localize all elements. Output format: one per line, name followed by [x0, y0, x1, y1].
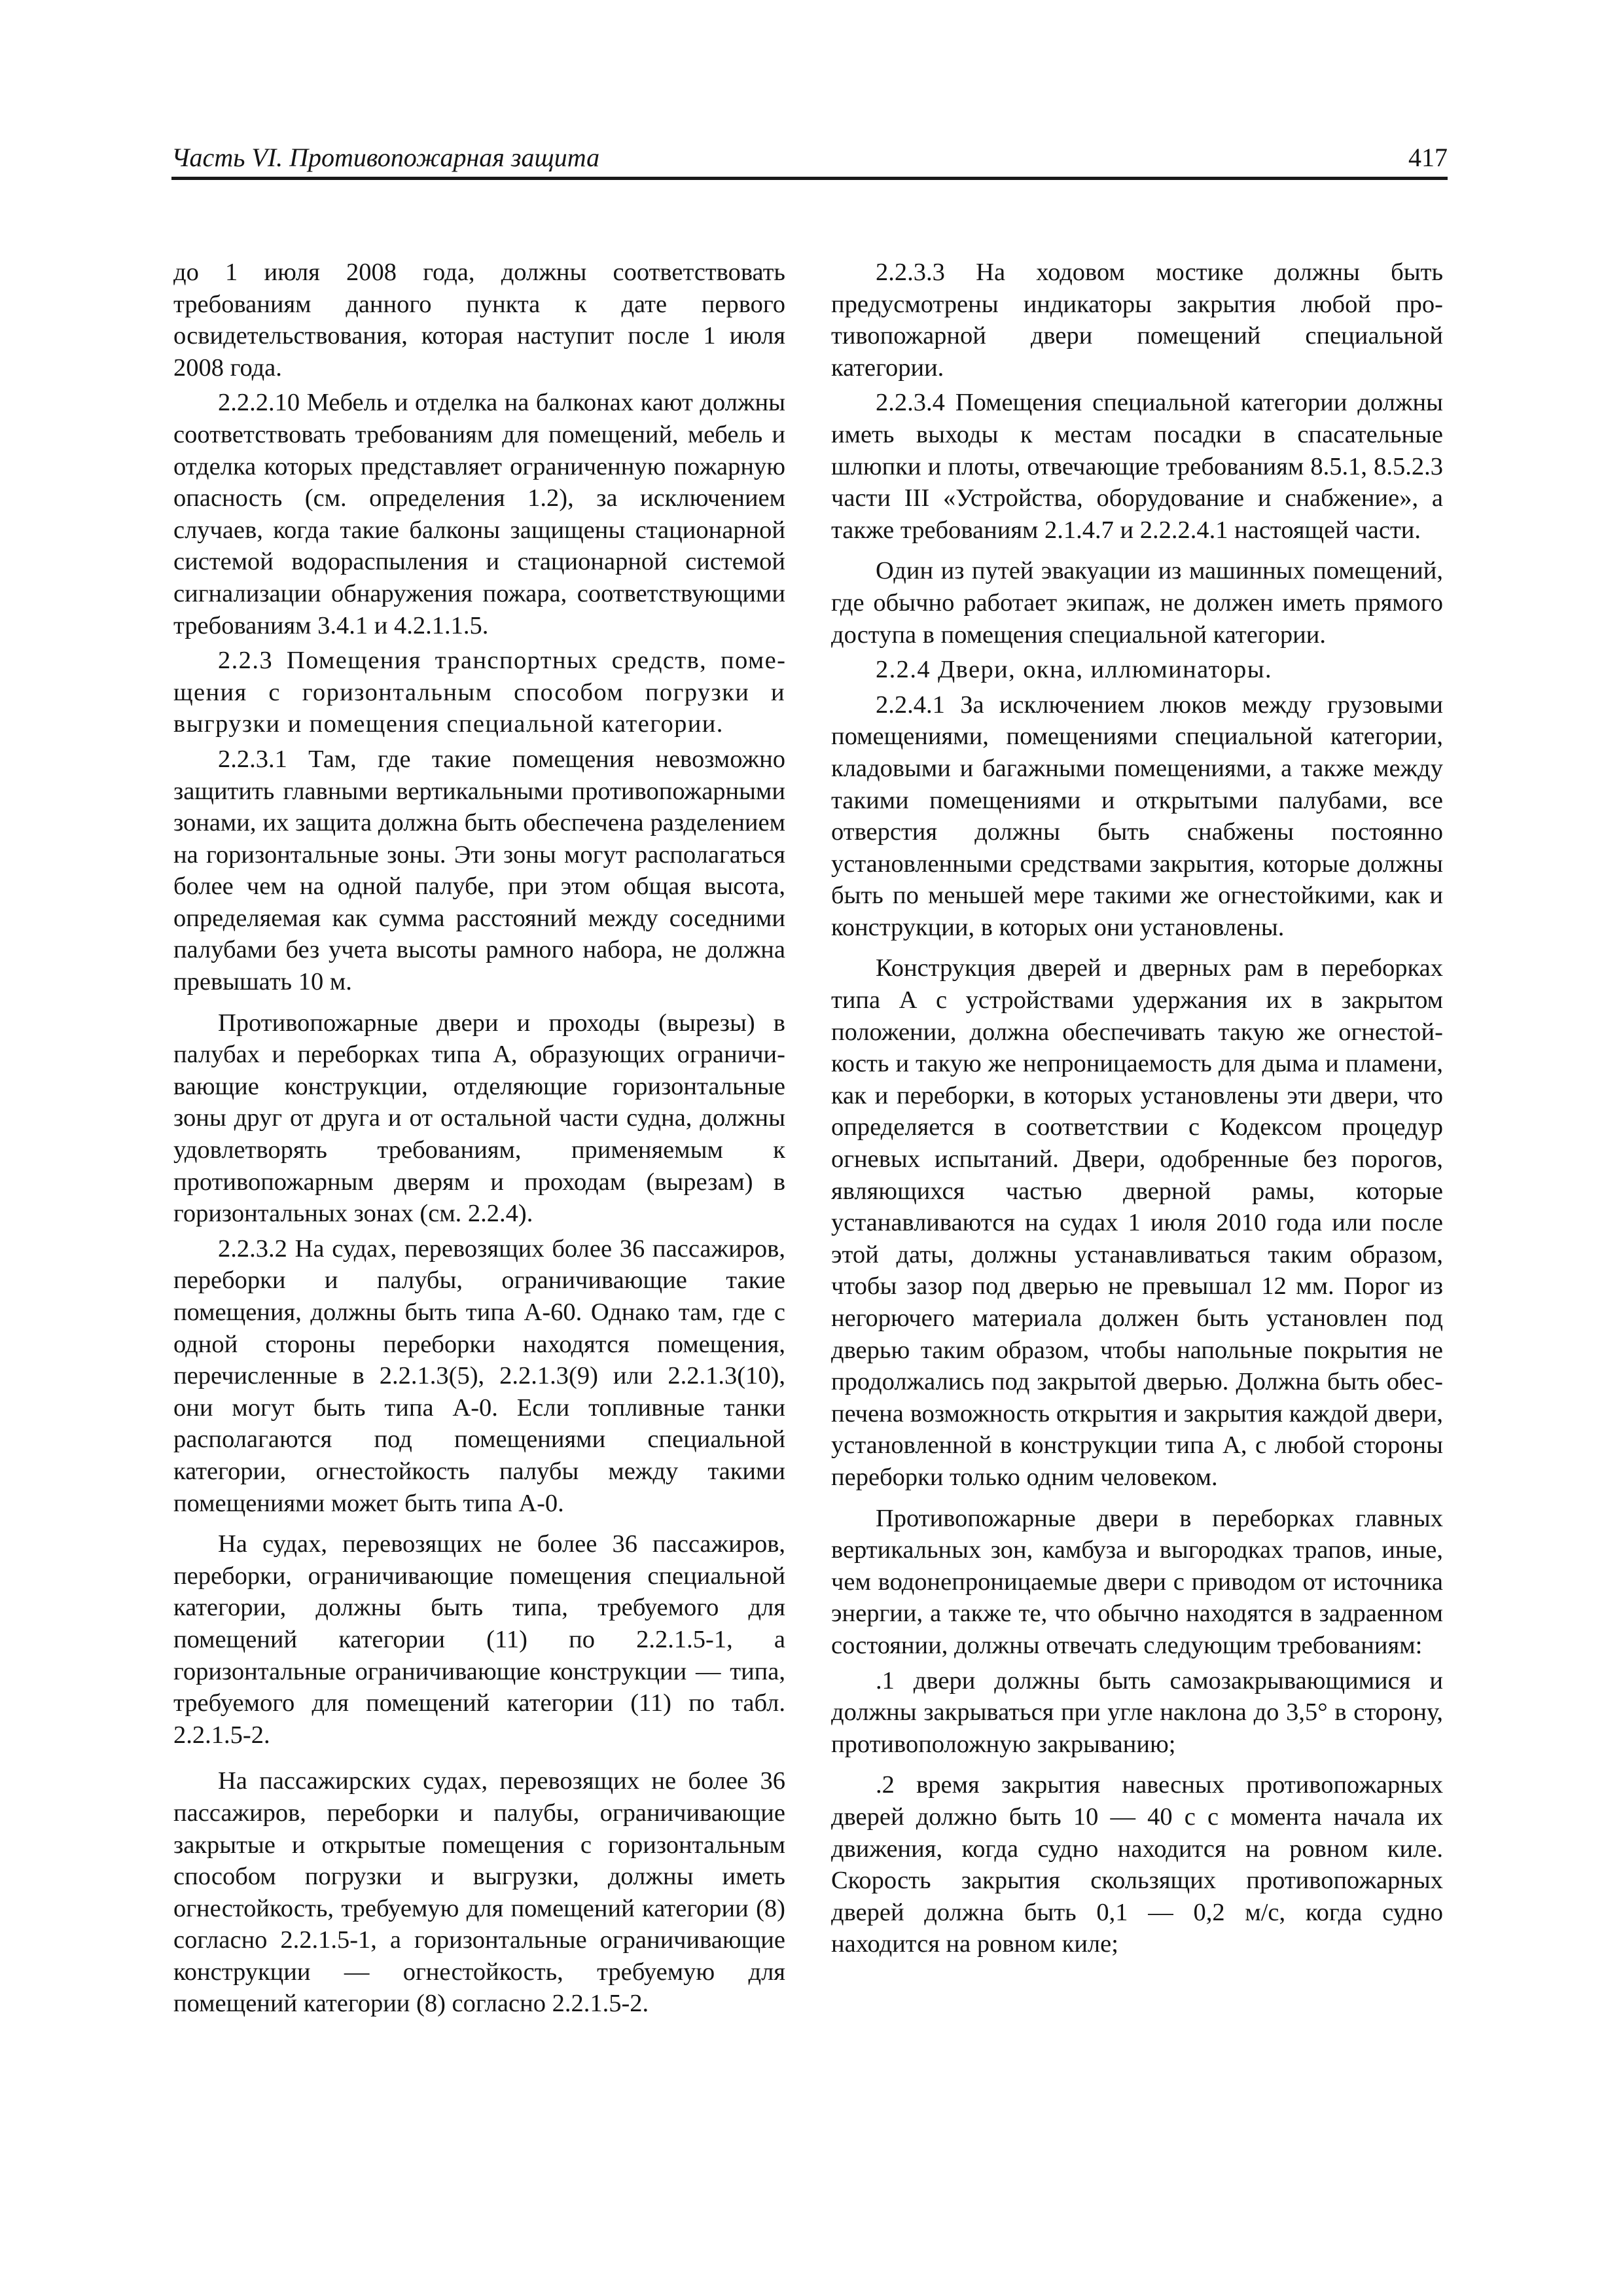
paragraph: 2.2.4.1 За исключением люков между грузовыми помещениями, помещениями специальной категории, кладовыми и багажными помещениями, а также между такими помещениями и открытыми палубами, все отверстия должны быть снабжены постоянно установленными средствами закрытия, которые должны быть по меньшей мере такими же огнестойкими, как и конструкции, в которых они установлены.	[831, 691, 1443, 941]
right-column	[831, 257, 1443, 1964]
page-number: 417	[1408, 143, 1448, 172]
paragraph: Конструкция дверей и дверных рам в переборках типа А с устройствами удержания их в закрытом положении, должна обеспечивать такую же огнестойкость и такую же непроницаемость для дыма и пламени, как и переборки, в которых установлены эти двери, что определяется в соответствии с Кодексом процедур огневых испытаний. Двери, одобренные без порогов, являющихся частью дверной рамы, которые устанавливаются на судах 1 июля 2010 года или после этой даты, должны устанавливаться таким образом, чтобы зазор под дверью не превышал 12 мм. Порог из негорючего материала должен быть установлен под дверью таким образом, чтобы напольные покрытия не продолжались под закрытой дверью. Должна быть обеспечена возможность открытия и закрытия каждой двери, установленной в конструкции типа А, с любой стороны переборки только одним человеком.	[831, 954, 1443, 1491]
page-header	[171, 140, 1448, 180]
running-title: Часть VI. Противопожарная защита	[171, 143, 600, 172]
section-heading: 2.2.4 Двери, окна, иллюминаторы.	[876, 656, 1272, 684]
paragraph: 2.2.3.3 На ходовом мостике должны быть предусмотрены индикаторы закрытия любой противопожарной двери помещений специальной категории.	[831, 259, 1443, 382]
paragraph: Противопожарные двери в переборках главных вертикальных зон, камбуза и выгородках трапов, иные, чем водонепроницаемые двери с приводом от источника энергии, а также те, что обычно находятся в задраенном состоянии, должны отвечать следующим требованиям:	[831, 1504, 1443, 1659]
list-item: .2 время закрытия навесных противопожарных дверей должно быть 10 — 40 с с момента начала их движения, когда судно находится на ровном киле. Скорость закрытия скользящих противопожарных дверей должна быть 0,1 — 0,2 м/с, когда судно находится на ровном киле;	[831, 1771, 1443, 1958]
paragraph: На судах, перевозящих не более 36 пассажиров, переборки, ограничивающие помещения специальной категории, должны быть типа, требуемого для помещений категории (11) по 2.2.1.5-1, а горизонтальные ограничивающие конструкции — типа, требуемого для помещений категории (11) по табл. 2.2.1.5-2.	[173, 1530, 785, 1749]
paragraph: 2.2.3.4 Помещения специальной категории должны иметь выходы к местам посадки в спасательные шлюпки и плоты, отвечающие требованиям 8.5.1, 8.5.2.3 части III «Устройства, оборудование и снабжение», а также требованиям 2.1.4.7 и 2.2.2.4.1 настоящей части.	[831, 389, 1443, 544]
paragraph: На пассажирских судах, перевозящих не более 36 пассажиров, переборки и палубы, ограничивающие закрытые и открытые помещения с горизонтальным способом погрузки и выгрузки, должны иметь огнестойкость, требуемую для помещений категории (8) согласно 2.2.1.5-1, а горизонтальные ограничивающие конструкции — огнестойкость, требуемую для помещений категории (8) согласно 2.2.1.5-2.	[173, 1767, 785, 2018]
paragraph: 2.2.2.10 Мебель и отделка на балконах кают должны соответствовать требованиям для помещений, мебель и отделка которых представляет ограниченную пожарную опасность (см. определения 1.2), за исключением случаев, когда такие балконы защищены стационарной системой водораспыления и стационарной системой сигнализации обнаружения пожара, соответствующими требованиям 3.4.1 и 4.2.1.1.5.	[173, 389, 785, 639]
section-heading: 2.2.3 Помещения транспортных средств, помещения с горизонтальным способом погрузки и выгрузки и помещения специальной категории.	[173, 647, 785, 738]
paragraph: 2.2.3.1 Там, где такие помещения невозможно защитить главными вертикальными противопожарными зонами, их защита должна быть обеспечена разделением на горизонтальные зоны. Эти зоны могут располагаться более чем на одной палубе, при этом общая высота, определяемая как сумма расстояний между соседними палубами без учета высоты рамного набора, не должна превышать 10 м.	[173, 745, 785, 996]
paragraph: Один из путей эвакуации из машинных помещений, где обычно работает экипаж, не должен иметь прямого доступа в помещения специальной категории.	[831, 557, 1443, 649]
paragraph: 2.2.3.2 На судах, перевозящих более 36 пассажиров, переборки и палубы, ограничивающие такие помещения, должны быть типа А-60. Однако там, где с одной стороны переборки находятся помещения, перечисленные в 2.2.1.3(5), 2.2.1.3(9) или 2.2.1.3(10), они могут быть типа А-0. Если топливные танки располагаются под помещениями специальной категории, огнестойкость палубы между такими помещениями может быть типа А-0.	[173, 1234, 785, 1517]
paragraph: Противопожарные двери и проходы (вырезы) в палубах и переборках типа А, образующих ограничивающие конструкции, отделяющие горизонтальные зоны друг от друга и от остальной части судна, должны удовлетворять требованиям, применяемым к противопожарным дверям и проходам (вырезам) в горизонтальных зонах (см. 2.2.4).	[173, 1009, 785, 1228]
paragraph: до 1 июля 2008 года, должны соответствовать требованиям данного пункта к дате первого освидетельствования, которая наступит после 1 июля 2008 года.	[173, 259, 785, 382]
list-item: .1 двери должны быть самозакрывающимися и должны закрываться при угле наклона до 3,5° в сторону, противоположную закрыванию;	[831, 1666, 1443, 1758]
left-column	[173, 257, 785, 2023]
